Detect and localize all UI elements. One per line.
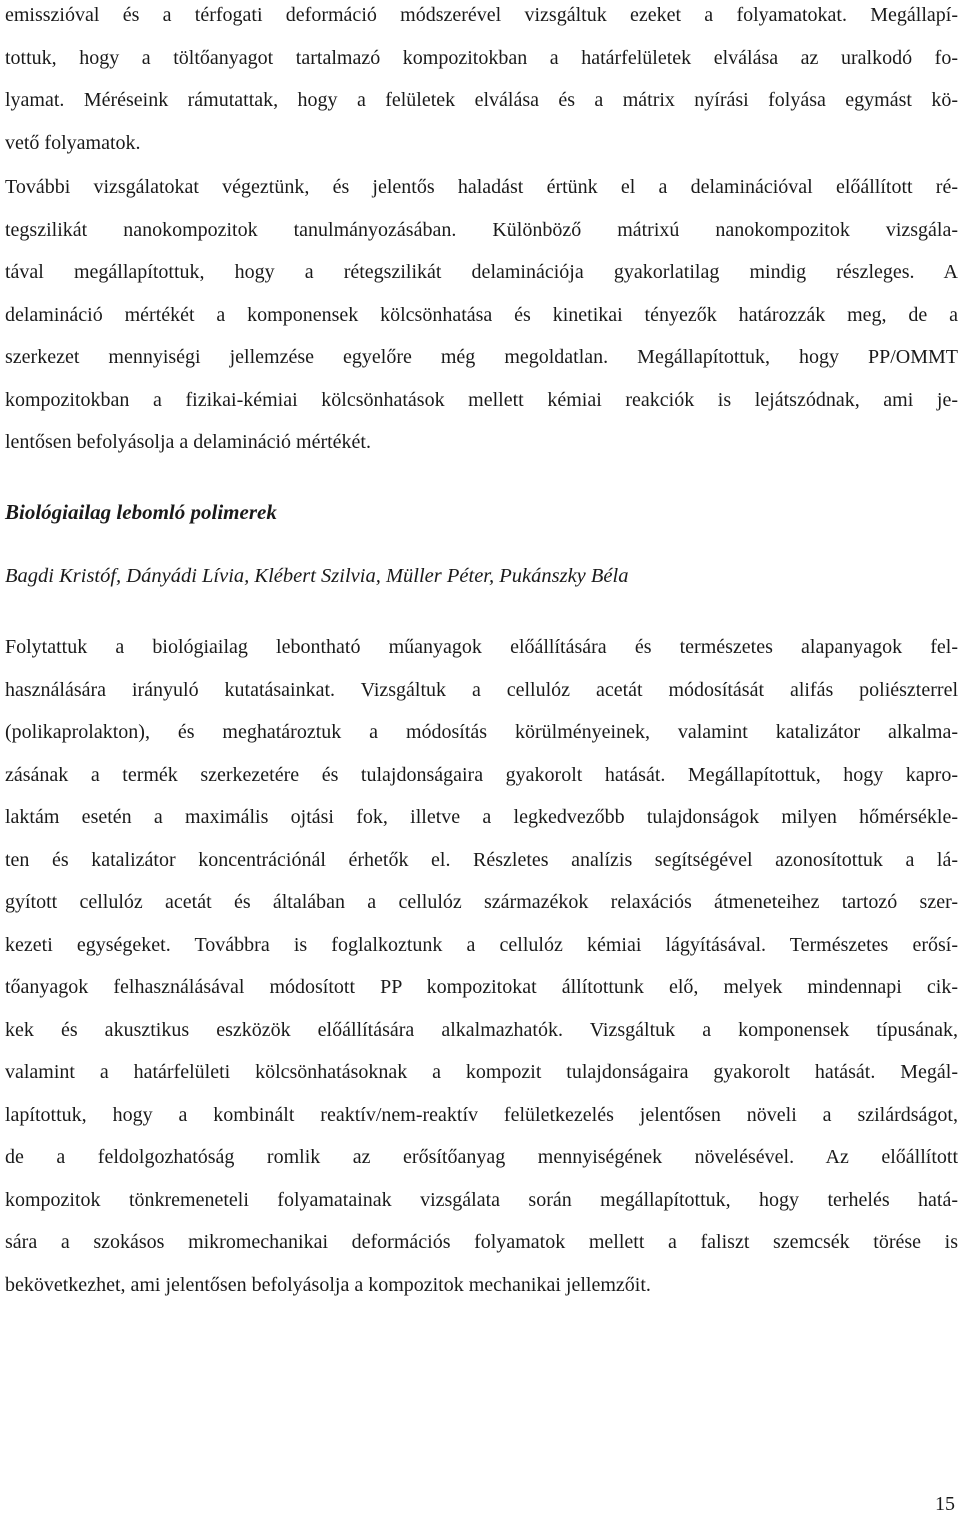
text-line: delamináció mértékét a komponensek kölcsönhatása és kinetikai tényezők határozzák meg, de a [5,303,958,326]
text-line: lapítottuk, hogy a kombinált reaktív/nem-reaktív felületkezelés jelentősen növeli a szilárdságot, [5,1103,958,1126]
page-number: 15 [935,1493,955,1515]
text-line: emisszióval és a térfogati deformáció módszerével vizsgáltuk ezeket a folyamatokat. Megállapí- [5,4,958,26]
text-line: kompozitokban a fizikai-kémiai kölcsönhatások mellett kémiai reakciók is lejátszódnak, ami je- [5,388,958,411]
text-line: gyított cellulóz acetát és általában a cellulóz származékok relaxációs átmeneteihez tartozó szer- [5,891,958,913]
text-line: bekövetkezhet, ami jelentősen befolyásolja a kompozitok mechanikai jellemzőit. [5,1273,651,1296]
text-line: zásának a termék szerkezetére és tulajdonságaira gyakorolt hatását. Megállapítottuk, hogy kapro- [5,763,958,786]
text-line: kezeti egységeket. Továbbra is foglalkoztunk a cellulóz kémiai lágyításával. Természetes erősí- [5,933,958,956]
text-line: tegszilikát nanokompozitok tanulmányozásában. Különböző mátrixú nanokompozitok vizsgála- [5,218,958,241]
text-line: de a feldolgozhatóság romlik az erősítőanyag mennyiségének növelésével. Az előállított [5,1146,958,1168]
text-line: szerkezet mennyiségi jellemzése egyelőre még megoldatlan. Megállapítottuk, hogy PP/OMMT [5,346,958,368]
paragraph-biodegradable [5,632,958,1312]
section-authors: Bagdi Kristóf, Dányádi Lívia, Klébert Szilvia, Müller Péter, Pukánszky Béla [5,565,629,587]
text-line: További vizsgálatokat végeztünk, és jelentős haladást értünk el a delaminációval előállított ré- [5,176,958,198]
text-line: lentősen befolyásolja a delamináció mértékét. [5,431,371,453]
text-line: laktám esetén a maximális ojtási fok, illetve a legkedvezőbb tulajdonságok milyen hőmérsékle- [5,806,958,828]
text-line: sára a szokásos mikromechanikai deformációs folyamatok mellett a faliszt szemcsék törése is [5,1231,958,1253]
text-line: kompozitok tönkremeneteli folyamatainak vizsgálata során megállapítottuk, hogy terhelés hatá- [5,1188,958,1211]
text-line: Folytattuk a biológiailag lebontható műanyagok előállítására és természetes alapanyagok fel- [5,636,958,658]
text-line: ten és katalizátor koncentrációnál érhetők el. Részletes analízis segítségével azonosítottuk a lá- [5,848,958,871]
text-line: tával megállapítottuk, hogy a rétegszilikát delaminációja gyakorlatilag mindig részleges. A [5,261,958,283]
paragraph-delamination [5,172,958,470]
text-line: használására irányuló kutatásainkat. Vizsgáltuk a cellulóz acetát módosítását alifás poliészterrel [5,678,958,701]
text-line: valamint a határfelületi kölcsönhatásoknak a kompozit tulajdonságaira gyakorolt hatását. Megál- [5,1061,958,1083]
paragraph-continuation [5,0,958,170]
text-line: tőanyagok felhasználásával módosított PP kompozitokat állítottunk elő, melyek mindennapi cik- [5,976,958,998]
text-line: kek és akusztikus eszközök előállítására alkalmazhatók. Vizsgáltuk a komponensek típusának, [5,1018,958,1041]
text-line: tottuk, hogy a töltőanyagot tartalmazó kompozitokban a határfelületek elválása az uralkodó fo- [5,46,958,69]
text-line: lyamat. Méréseink rámutattak, hogy a felületek elválása és a mátrix nyírási folyása egymást kö- [5,89,958,111]
section-heading: Biológiailag lebomló polimerek [5,500,277,524]
text-line: (polikaprolakton), és meghatároztuk a módosítás körülményeinek, valamint katalizátor alkalma- [5,721,958,743]
text-line: vető folyamatok. [5,131,141,154]
